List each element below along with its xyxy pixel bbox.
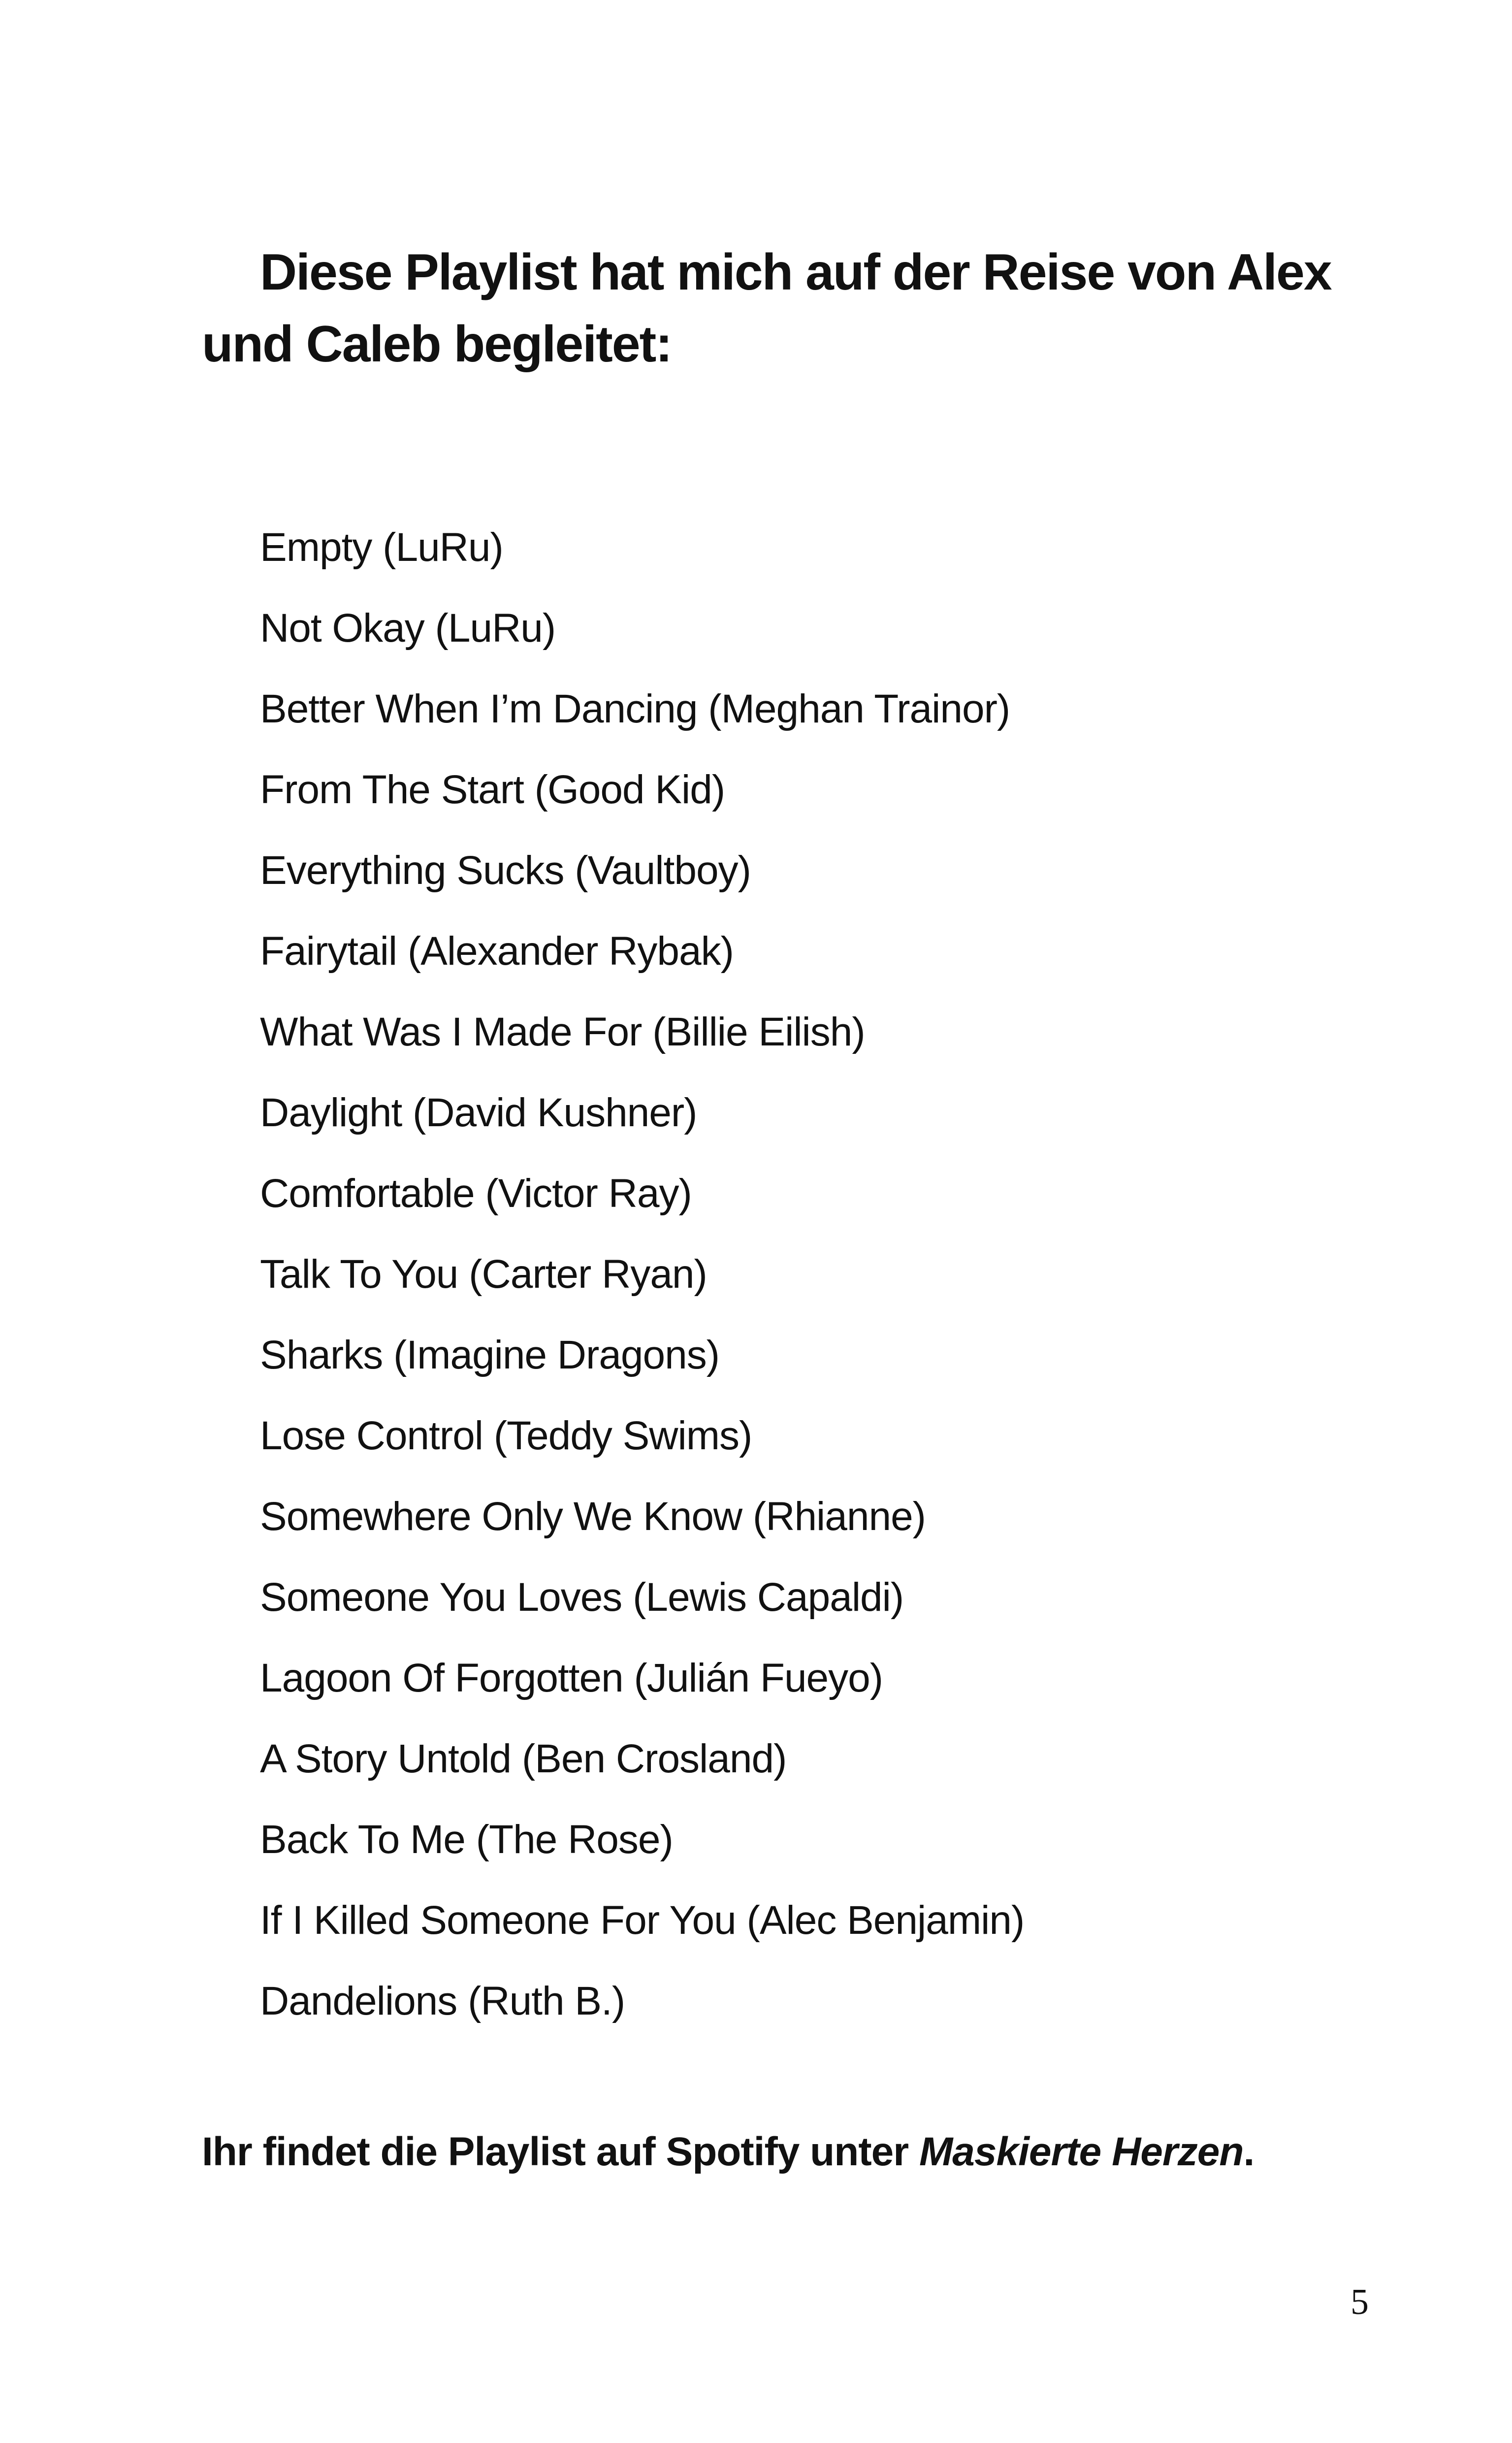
track-item: Talk To You (Carter Ryan) [260,1252,707,1297]
track-item: Empty (LuRu) [260,525,503,570]
track-item: Lose Control (Teddy Swims) [260,1413,752,1458]
track-item: Fairytail (Alexander Rybak) [260,929,734,974]
track-item: Daylight (David Kushner) [260,1090,697,1135]
track-item: What Was I Made For (Billie Eilish) [260,1010,865,1054]
track-item: A Story Untold (Ben Crosland) [260,1736,787,1781]
track-item: Lagoon Of Forgotten (Julián Fueyo) [260,1656,883,1700]
track-item: Comfortable (Victor Ray) [260,1171,692,1216]
track-item: Not Okay (LuRu) [260,606,556,651]
spotify-note [202,2125,1254,2179]
track-item: Back To Me (The Rose) [260,1817,673,1862]
track-item: Everything Sucks (Vaultboy) [260,848,751,893]
spotify-note-suffix: . [1243,2129,1255,2174]
track-item: Somewhere Only We Know (Rhianne) [260,1494,926,1539]
playlist-name: Maskierte Herzen [919,2129,1244,2174]
track-item: From The Start (Good Kid) [260,767,725,812]
track-item: Someone You Loves (Lewis Capaldi) [260,1575,904,1620]
playlist-heading: Diese Playlist hat mich auf der Reise von Alex und Caleb begleitet: [202,244,1331,373]
track-list [260,507,1024,2042]
track-item: Dandelions (Ruth B.) [260,1979,625,2023]
track-item: Better When I’m Dancing (Meghan Trainor) [260,686,1010,731]
track-item: If I Killed Someone For You (Alec Benjamin) [260,1898,1025,1943]
spotify-note-prefix: Ihr findet die Playlist auf Spotify unter [202,2129,919,2174]
track-item: Sharks (Imagine Dragons) [260,1333,720,1377]
page-number: 5 [1351,2282,1369,2322]
